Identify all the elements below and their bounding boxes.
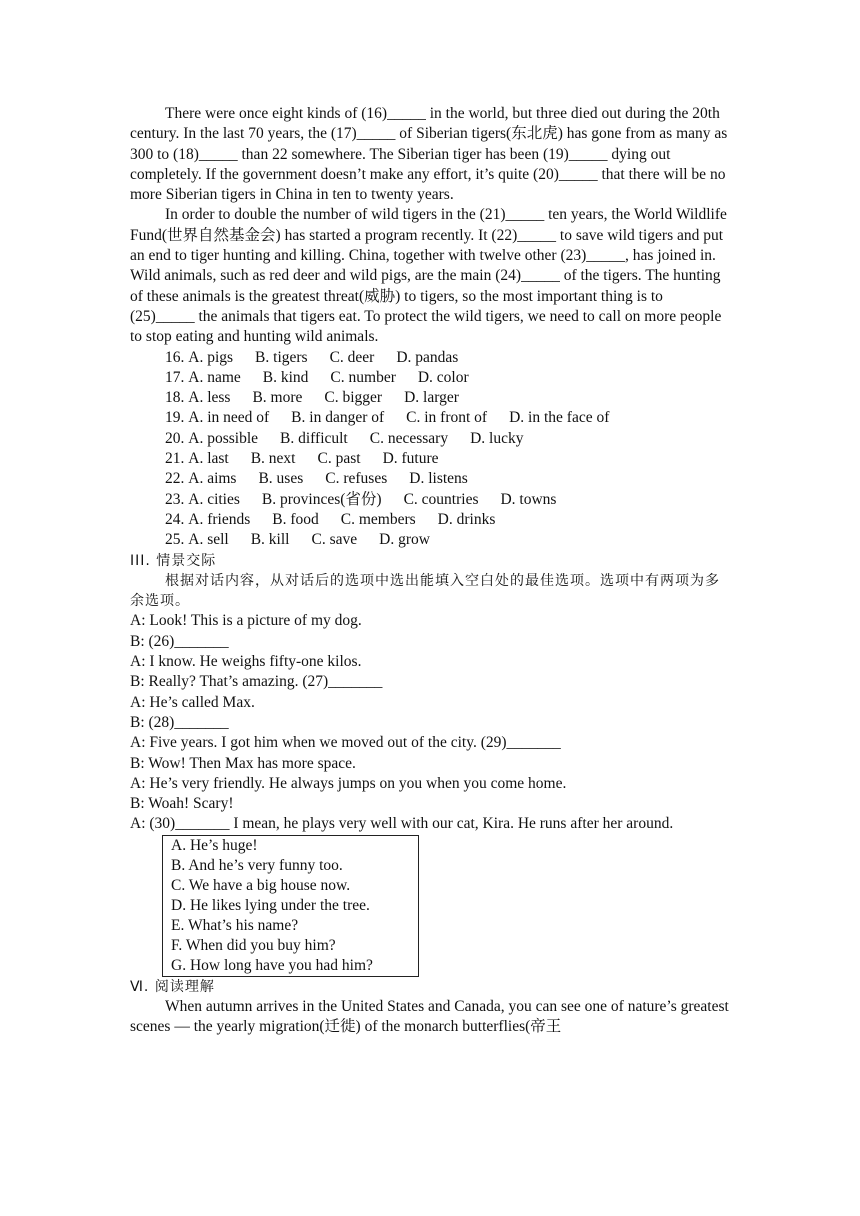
question-number: 17. (165, 368, 185, 386)
document-page (130, 104, 730, 1038)
option-b: B. food (272, 510, 319, 528)
option-a: A. in need of (188, 409, 270, 427)
option-a: A. name (188, 368, 241, 386)
dialogue-line: B: (28)_______ (130, 713, 229, 731)
question-18 (130, 388, 730, 408)
dialogue-line: B: Really? That’s amazing. (27)_______ (130, 673, 383, 691)
question-number: 21. (165, 450, 185, 468)
question-21 (130, 449, 730, 469)
option-a: A. friends (188, 510, 251, 528)
option-d: D. pandas (396, 348, 459, 366)
option-b: B. more (252, 389, 303, 407)
dialogue-line: B: Woah! Scary! (130, 795, 234, 813)
option-b: B. kill (250, 531, 290, 549)
dialogue-line: A: I know. He weighs fifty-one kilos. (130, 653, 362, 671)
section-3-instruction: 根据对话内容，从对话后的选项中选出能填入空白处的最佳选项。选项中有两项为多余选项。 (130, 572, 720, 610)
dialogue-line: A: (30)_______ I mean, he plays very well with our cat, Kira. He runs after her around. (130, 815, 674, 833)
option-a: A. aims (188, 470, 237, 488)
choice-c: C. We have a big house now. (171, 876, 351, 894)
choice-a: A. He’s huge! (171, 836, 258, 854)
option-b: B. tigers (255, 348, 308, 366)
option-b: B. difficult (280, 429, 348, 447)
question-20 (130, 429, 730, 449)
dialogue-line: B: Wow! Then Max has more space. (130, 754, 356, 772)
option-c: C. refuses (325, 470, 388, 488)
option-a: A. possible (188, 429, 258, 447)
option-c: C. save (311, 531, 358, 549)
option-c: C. deer (329, 348, 375, 366)
question-22 (130, 469, 730, 489)
option-d: D. lucky (470, 429, 524, 447)
option-b: B. provinces(省份) (261, 490, 382, 508)
option-c: C. necessary (369, 429, 449, 447)
option-a: A. sell (188, 531, 229, 549)
question-number: 16. (165, 348, 185, 366)
choice-b: B. And he’s very funny too. (171, 856, 343, 874)
option-c: C. in front of (406, 409, 488, 427)
question-number: 20. (165, 429, 185, 447)
option-c: C. members (340, 510, 416, 528)
option-d: D. drinks (437, 510, 496, 528)
choices-box (162, 835, 419, 977)
option-a: A. last (188, 450, 229, 468)
cloze-paragraph-1: There were once eight kinds of (16)_____ in the world, but three died out during the 20th century. In the last 70 years, the (17)_____ of Siberian tigers(东北虎) has gone from as many as 300 to (18)_____ than 22 somewhere. The Siberian tiger has been (19)_____ dying out completely. If the government doesn’t make any effort, it’s quite (20)_____ that there will be no more Siberian tigers in China in ten to twenty years. (130, 105, 728, 204)
dialogue-line: B: (26)_______ (130, 632, 229, 650)
question-number: 18. (165, 389, 185, 407)
question-17 (130, 368, 730, 388)
option-d: D. future (382, 450, 439, 468)
question-25 (130, 530, 730, 550)
question-24 (130, 510, 730, 530)
option-d: D. in the face of (509, 409, 610, 427)
dialogue-line: A: He’s very friendly. He always jumps on you when you come home. (130, 774, 567, 792)
dialogue-line: A: Five years. I got him when we moved out of the city. (29)_______ (130, 734, 561, 752)
section-heading-4: Ⅵ. 阅读理解 (130, 978, 215, 995)
option-a: A. pigs (188, 348, 234, 366)
choice-d: D. He likes lying under the tree. (171, 896, 370, 914)
option-b: B. kind (262, 368, 309, 386)
dialogue (130, 611, 730, 834)
question-19 (130, 408, 730, 428)
section-heading-3: III. 情景交际 (130, 552, 217, 569)
choice-e: E. What’s his name? (171, 916, 299, 934)
question-16 (130, 348, 730, 368)
option-d: D. grow (379, 531, 430, 549)
option-a: A. cities (188, 490, 240, 508)
option-d: D. color (417, 368, 469, 386)
reading-paragraph: When autumn arrives in the United States and Canada, you can see one of nature’s greatest scenes — the yearly migration(迁徙) of the monarch butterflies(帝王 (130, 997, 729, 1036)
option-d: D. larger (404, 389, 459, 407)
question-23 (130, 490, 730, 510)
choice-g: G. How long have you had him? (171, 956, 373, 974)
dialogue-line: A: He’s called Max. (130, 693, 255, 711)
option-b: B. uses (258, 470, 304, 488)
question-number: 19. (165, 409, 185, 427)
option-b: B. next (250, 450, 296, 468)
cloze-questions (130, 348, 730, 551)
question-number: 22. (165, 470, 185, 488)
option-c: C. countries (403, 490, 479, 508)
cloze-paragraph-2: In order to double the number of wild tigers in the (21)_____ ten years, the World Wildlife Fund(世界自然基金会) has started a program recently. It (22)_____ to save wild tigers and put an end to tiger hunting and killing. China, together with twelve other (23)_____, has joined in. Wild animals, such as red deer and wild pigs, are the main (24)_____ of the tigers. The hunting of these animals is the greatest threat(威胁) to tigers, so the most important thing is to (25)_____ the animals that tigers eat. To protect the wild tigers, we need to call on more people to stop eating and hunting wild animals. (130, 206, 727, 346)
dialogue-line: A: Look! This is a picture of my dog. (130, 612, 362, 630)
question-number: 24. (165, 510, 185, 528)
option-b: B. in danger of (291, 409, 385, 427)
choice-f: F. When did you buy him? (171, 936, 336, 954)
option-a: A. less (188, 389, 231, 407)
option-d: D. towns (500, 490, 557, 508)
question-number: 25. (165, 531, 185, 549)
question-number: 23. (165, 490, 185, 508)
option-d: D. listens (409, 470, 468, 488)
option-c: C. bigger (324, 389, 383, 407)
option-c: C. number (330, 368, 396, 386)
option-c: C. past (317, 450, 361, 468)
